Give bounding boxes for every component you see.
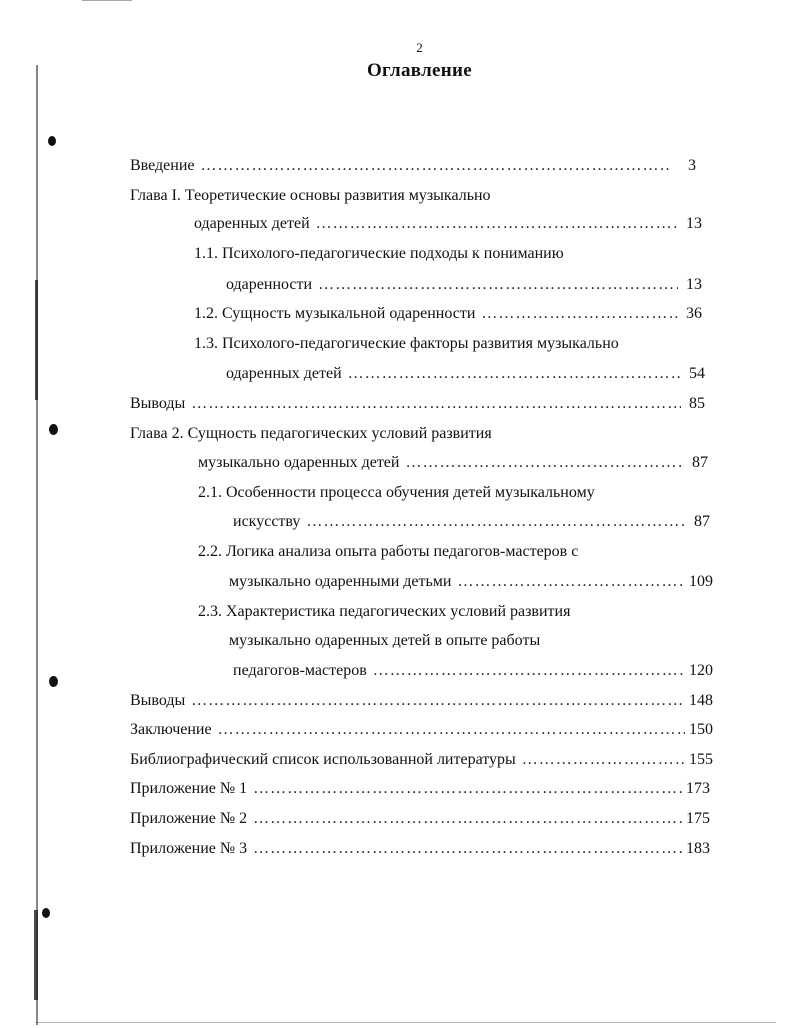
toc-leader-dots	[191, 689, 685, 713]
toc-leader-dots	[201, 154, 673, 178]
toc-entry-text: одаренных детей	[226, 365, 342, 382]
toc-page-number: 109	[689, 573, 713, 590]
toc-entry-section-2-3-continued	[229, 629, 540, 653]
toc-page-number: 183	[686, 840, 710, 857]
toc-entry-section-1-1-heading	[194, 242, 564, 266]
toc-entry-text: Приложение № 1	[130, 780, 248, 797]
toc-page-number: 54	[689, 365, 705, 382]
toc-leader-dots	[306, 510, 686, 534]
toc-page-number: 155	[689, 751, 713, 768]
toc-entry-text: Глава I. Теоретические основы развития музыкально	[130, 187, 491, 204]
toc-page-number: 120	[689, 662, 713, 679]
toc-page-number: 85	[689, 395, 705, 412]
toc-entry-text: 2.2. Логика анализа опыта работы педагогов-мастеров с	[198, 543, 579, 560]
toc-leader-dots	[253, 807, 682, 831]
toc-entry-section-1-1	[226, 273, 702, 297]
toc-entry-text: Приложение № 2	[130, 810, 248, 827]
toc-entry-text: Глава 2. Сущность педагогических условий развития	[130, 425, 492, 442]
toc-leader-dots	[373, 659, 685, 683]
toc-entry-text: Приложение № 3	[130, 840, 248, 857]
toc-entry-introduction	[130, 154, 696, 178]
toc-entry-section-2-3-heading	[198, 600, 570, 624]
toc-page-number: 87	[692, 454, 708, 471]
toc-entry-text: 1.2. Сущность музыкальной одаренности	[194, 305, 476, 322]
toc-entry-section-1-3-heading	[194, 332, 619, 356]
toc-entry-text: искусству	[233, 513, 301, 530]
toc-entry-section-2-3	[233, 659, 713, 683]
toc-leader-dots	[457, 570, 685, 594]
toc-page-number: 175	[686, 810, 710, 827]
toc-page-number: 87	[694, 513, 710, 530]
toc-entry-text: Выводы	[130, 692, 186, 709]
toc-leader-dots	[318, 273, 678, 297]
toc-entry-text: одаренных детей	[194, 215, 310, 232]
toc-entry-section-2-2-heading	[198, 540, 578, 564]
toc-leader-dots	[405, 451, 684, 475]
toc-leader-dots	[218, 718, 685, 742]
toc-entry-section-2-1-heading	[198, 481, 595, 505]
toc-entry-chapter-2	[198, 451, 708, 475]
toc-page-number: 36	[686, 305, 702, 322]
toc-entry-section-2-2	[229, 570, 713, 594]
toc-entry-text: Библиографический список использованной литературы	[130, 751, 516, 768]
toc-entry-text: музыкально одаренными детьми	[229, 573, 452, 590]
toc-entry-chapter-1-heading	[130, 184, 491, 208]
toc-entry-text: 2.3. Характеристика педагогических условий развития	[198, 603, 571, 620]
toc-entry-text: Заключение	[130, 721, 212, 738]
toc-entry-appendix-3	[130, 837, 710, 861]
page-number: 2	[416, 40, 423, 55]
toc-page-number: 3	[688, 157, 696, 174]
toc-entry-bibliography	[130, 748, 713, 772]
toc-leader-dots	[191, 392, 681, 416]
toc-entry-text: 2.1. Особенности процесса обучения детей музыкальному	[198, 484, 595, 501]
page-title: Оглавление	[366, 60, 473, 81]
toc-entry-text: Выводы	[130, 395, 186, 412]
toc-entry-text: музыкально одаренных детей	[198, 454, 400, 471]
toc-entry-text: 1.1. Психолого-педагогические подходы к пониманию	[194, 245, 564, 262]
toc-entry-text: 1.3. Психолого-педагогические факторы развития музыкально	[194, 335, 619, 352]
toc-entry-section-2-1	[233, 510, 710, 534]
toc-leader-dots	[253, 837, 682, 861]
toc-page-number: 150	[689, 721, 713, 738]
toc-page-number: 173	[686, 780, 710, 797]
toc-leader-dots	[253, 777, 682, 801]
toc-entry-chapter-2-heading	[130, 422, 492, 446]
toc-entry-text: музыкально одаренных детей в опыте работы	[229, 632, 541, 649]
toc-entry-section-1-3	[226, 362, 705, 386]
toc-entry-section-1-2	[194, 302, 702, 326]
toc-page-number: 148	[689, 692, 713, 709]
toc-leader-dots	[522, 748, 685, 772]
toc-entry-conclusions-1	[130, 392, 705, 416]
toc-entry-conclusion	[130, 718, 713, 742]
toc-entry-appendix-2	[130, 807, 710, 831]
toc-entry-text: одаренности	[226, 276, 313, 293]
toc-leader-dots	[316, 212, 678, 236]
toc-entry-chapter-1	[194, 212, 702, 236]
toc-entry-conclusions-2	[130, 689, 713, 713]
toc-entry-text: Введение	[130, 157, 195, 174]
toc-entry-text: педагогов-мастеров	[233, 662, 367, 679]
toc-leader-dots	[348, 362, 681, 386]
toc-page-number: 13	[686, 215, 702, 232]
toc-page-number: 13	[686, 276, 702, 293]
toc-leader-dots	[481, 302, 678, 326]
toc-entry-appendix-1	[130, 777, 710, 801]
